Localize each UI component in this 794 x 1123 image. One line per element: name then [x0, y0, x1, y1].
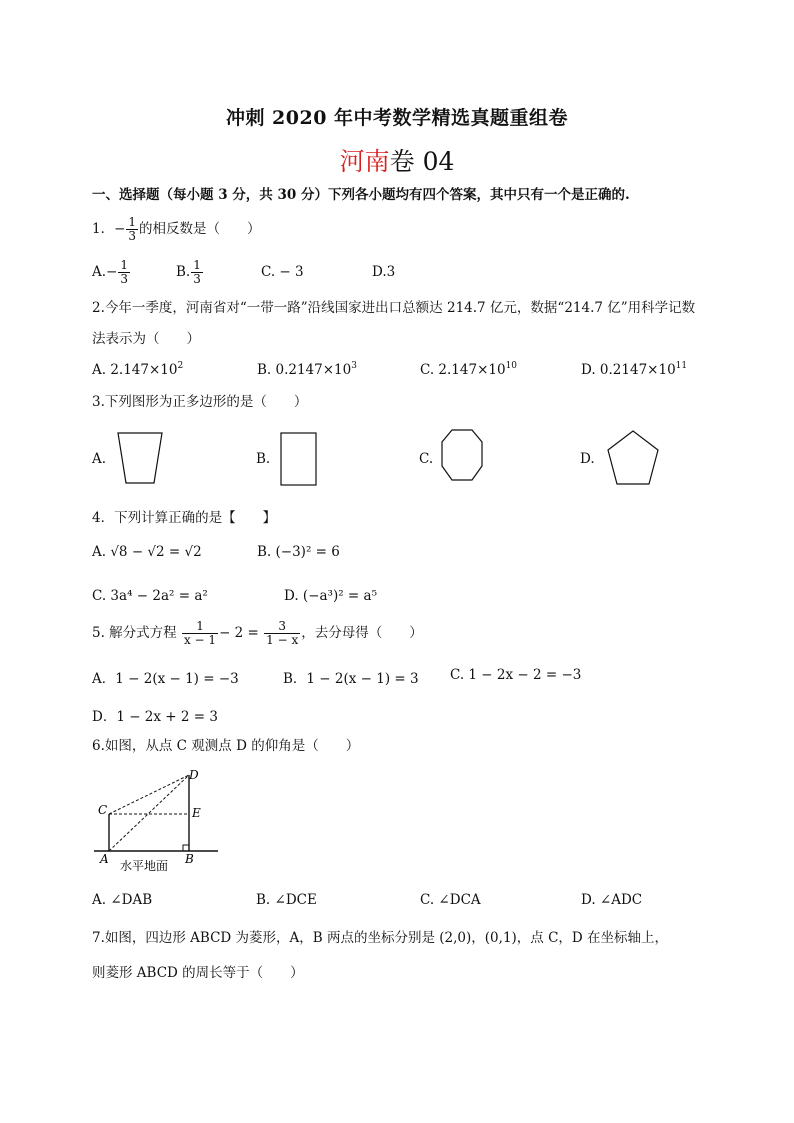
q1-option-c: C. − 3 — [261, 264, 304, 280]
q1-numerator: 1 — [128, 215, 137, 229]
q2-option-c — [420, 362, 517, 378]
label-c: C — [98, 803, 108, 817]
q1-fraction — [126, 216, 138, 243]
q5-f1-den: x − 1 — [183, 633, 217, 647]
octagon-shape — [442, 430, 482, 480]
q5-option-c: C. 1 − 2x − 2 = −3 — [450, 667, 582, 683]
q3-trapezoid-figure — [112, 428, 168, 488]
q2-b-exp: 3 — [351, 361, 357, 371]
q2-option-a — [92, 362, 183, 378]
q1-denominator: 3 — [128, 229, 137, 243]
trapezoid-shape — [118, 433, 162, 483]
q5-f2-den: 1 − x — [266, 633, 299, 647]
q2-a-base: A. 2.147×10 — [92, 362, 178, 378]
q3-option-d-label: D. — [580, 451, 595, 467]
q2-c-exp: 10 — [505, 361, 518, 371]
page-title: 冲刺 2020 年中考数学精选真题重组卷 — [225, 107, 569, 129]
q5-f1-num: 1 — [182, 620, 218, 634]
question-3-stem: 3.下列图形为正多边形的是（ ） — [92, 394, 308, 410]
q2-c-base: C. 2.147×10 — [420, 362, 506, 378]
label-d: D — [189, 768, 199, 782]
q1-number: 1． — [92, 221, 115, 237]
q2-option-b — [257, 362, 357, 378]
q1-b-den: 3 — [193, 272, 201, 286]
dashed-cd — [109, 775, 189, 814]
question-7-line-2: 则菱形 ABCD 的周长等于（ ） — [92, 965, 304, 981]
question-1-stem — [92, 216, 261, 243]
q6-option-b: B. ∠DCE — [256, 892, 317, 908]
question-4-stem: 4．下列计算正确的是【 】 — [92, 510, 277, 526]
rectangle-shape — [281, 433, 316, 485]
q5-option-a: A．1 − 2(x − 1) = −3 — [92, 671, 239, 687]
q3-rectangle-figure — [276, 428, 322, 490]
q6-option-c: C. ∠DCA — [420, 892, 481, 908]
q1-a-den: 3 — [120, 272, 128, 286]
q1-minus: − — [114, 221, 126, 237]
q1-option-a — [92, 259, 131, 286]
q1-a-fraction — [118, 259, 130, 286]
label-ground: 水平地面 — [120, 859, 169, 873]
q5-fraction-1 — [182, 620, 218, 647]
q1-b-fraction — [191, 259, 203, 286]
q6-elevation-figure — [92, 764, 222, 874]
label-a: A — [100, 852, 109, 866]
q1-a-num: 1 — [120, 258, 128, 272]
q3-pentagon-figure — [605, 428, 665, 490]
q4-option-a: A. √8 − √2 = √2 — [92, 544, 202, 560]
q1-b-num: 1 — [193, 258, 201, 272]
page-subtitle — [0, 142, 794, 178]
question-2-line-1: 2.今年一季度，河南省对“一带一路”沿线国家进出口总额达 214.7 亿元，数据“214.7 亿”用科学记数 — [92, 300, 696, 316]
q5-option-d: D．1 − 2x + 2 = 3 — [92, 709, 218, 725]
label-e: E — [192, 806, 201, 820]
q2-d-base: D. 0.2147×10 — [581, 362, 676, 378]
q6-option-a: A. ∠DAB — [92, 892, 153, 908]
q5-tail: ，去分母得（ ） — [301, 625, 423, 641]
q5-f2-num: 3 — [264, 620, 300, 634]
q2-b-base: B. 0.2147×10 — [257, 362, 352, 378]
q1-option-b — [176, 259, 204, 286]
section-heading: 一、选择题（每小题 3 分，共 30 分）下列各小题均有四个答案，其中只有一个是正确的. — [92, 187, 630, 203]
q2-option-d — [581, 362, 687, 378]
pentagon-shape — [608, 431, 658, 484]
q5-fraction-2 — [264, 620, 300, 647]
q1-b-label: B. — [176, 264, 191, 280]
q4-option-c: C. 3a⁴ − 2a² = a² — [92, 588, 208, 604]
q6-option-d: D. ∠ADC — [581, 892, 643, 908]
right-angle-mark — [183, 845, 189, 851]
dashed-ad — [109, 775, 189, 851]
q5-prefix: 5. 解分式方程 — [92, 625, 177, 641]
label-b: B — [185, 852, 194, 866]
subtitle-rest: 卷 04 — [389, 147, 455, 176]
q2-d-exp: 11 — [675, 361, 688, 371]
question-5-stem — [92, 620, 423, 647]
subtitle-province: 河南 — [339, 147, 390, 176]
q2-a-exp: 2 — [177, 361, 184, 371]
q3-option-c-label: C. — [419, 451, 434, 467]
q5-middle: − 2 = — [219, 625, 259, 641]
q4-option-d: D. (−a³)² = a⁵ — [284, 588, 377, 604]
q4-option-b: B. (−3)² = 6 — [257, 544, 340, 560]
q3-octagon-figure — [438, 428, 488, 484]
q1-a-minus: − — [106, 264, 118, 280]
question-7-line-1: 7.如图，四边形 ABCD 为菱形，A，B 两点的坐标分别是 (2,0)，(0,1)，点 C，D 在坐标轴上， — [92, 930, 669, 946]
q5-option-b: B．1 − 2(x − 1) = 3 — [283, 671, 419, 687]
question-2-line-2: 法表示为（ ） — [92, 331, 200, 347]
question-6-stem: 6.如图，从点 C 观测点 D 的仰角是（ ） — [92, 738, 360, 754]
q1-option-d: D.3 — [372, 264, 396, 280]
q1-a-label: A. — [92, 264, 107, 280]
q3-option-a-label: A. — [92, 451, 107, 467]
q3-option-b-label: B. — [256, 451, 271, 467]
q1-tail: 的相反数是（ ） — [139, 221, 261, 237]
